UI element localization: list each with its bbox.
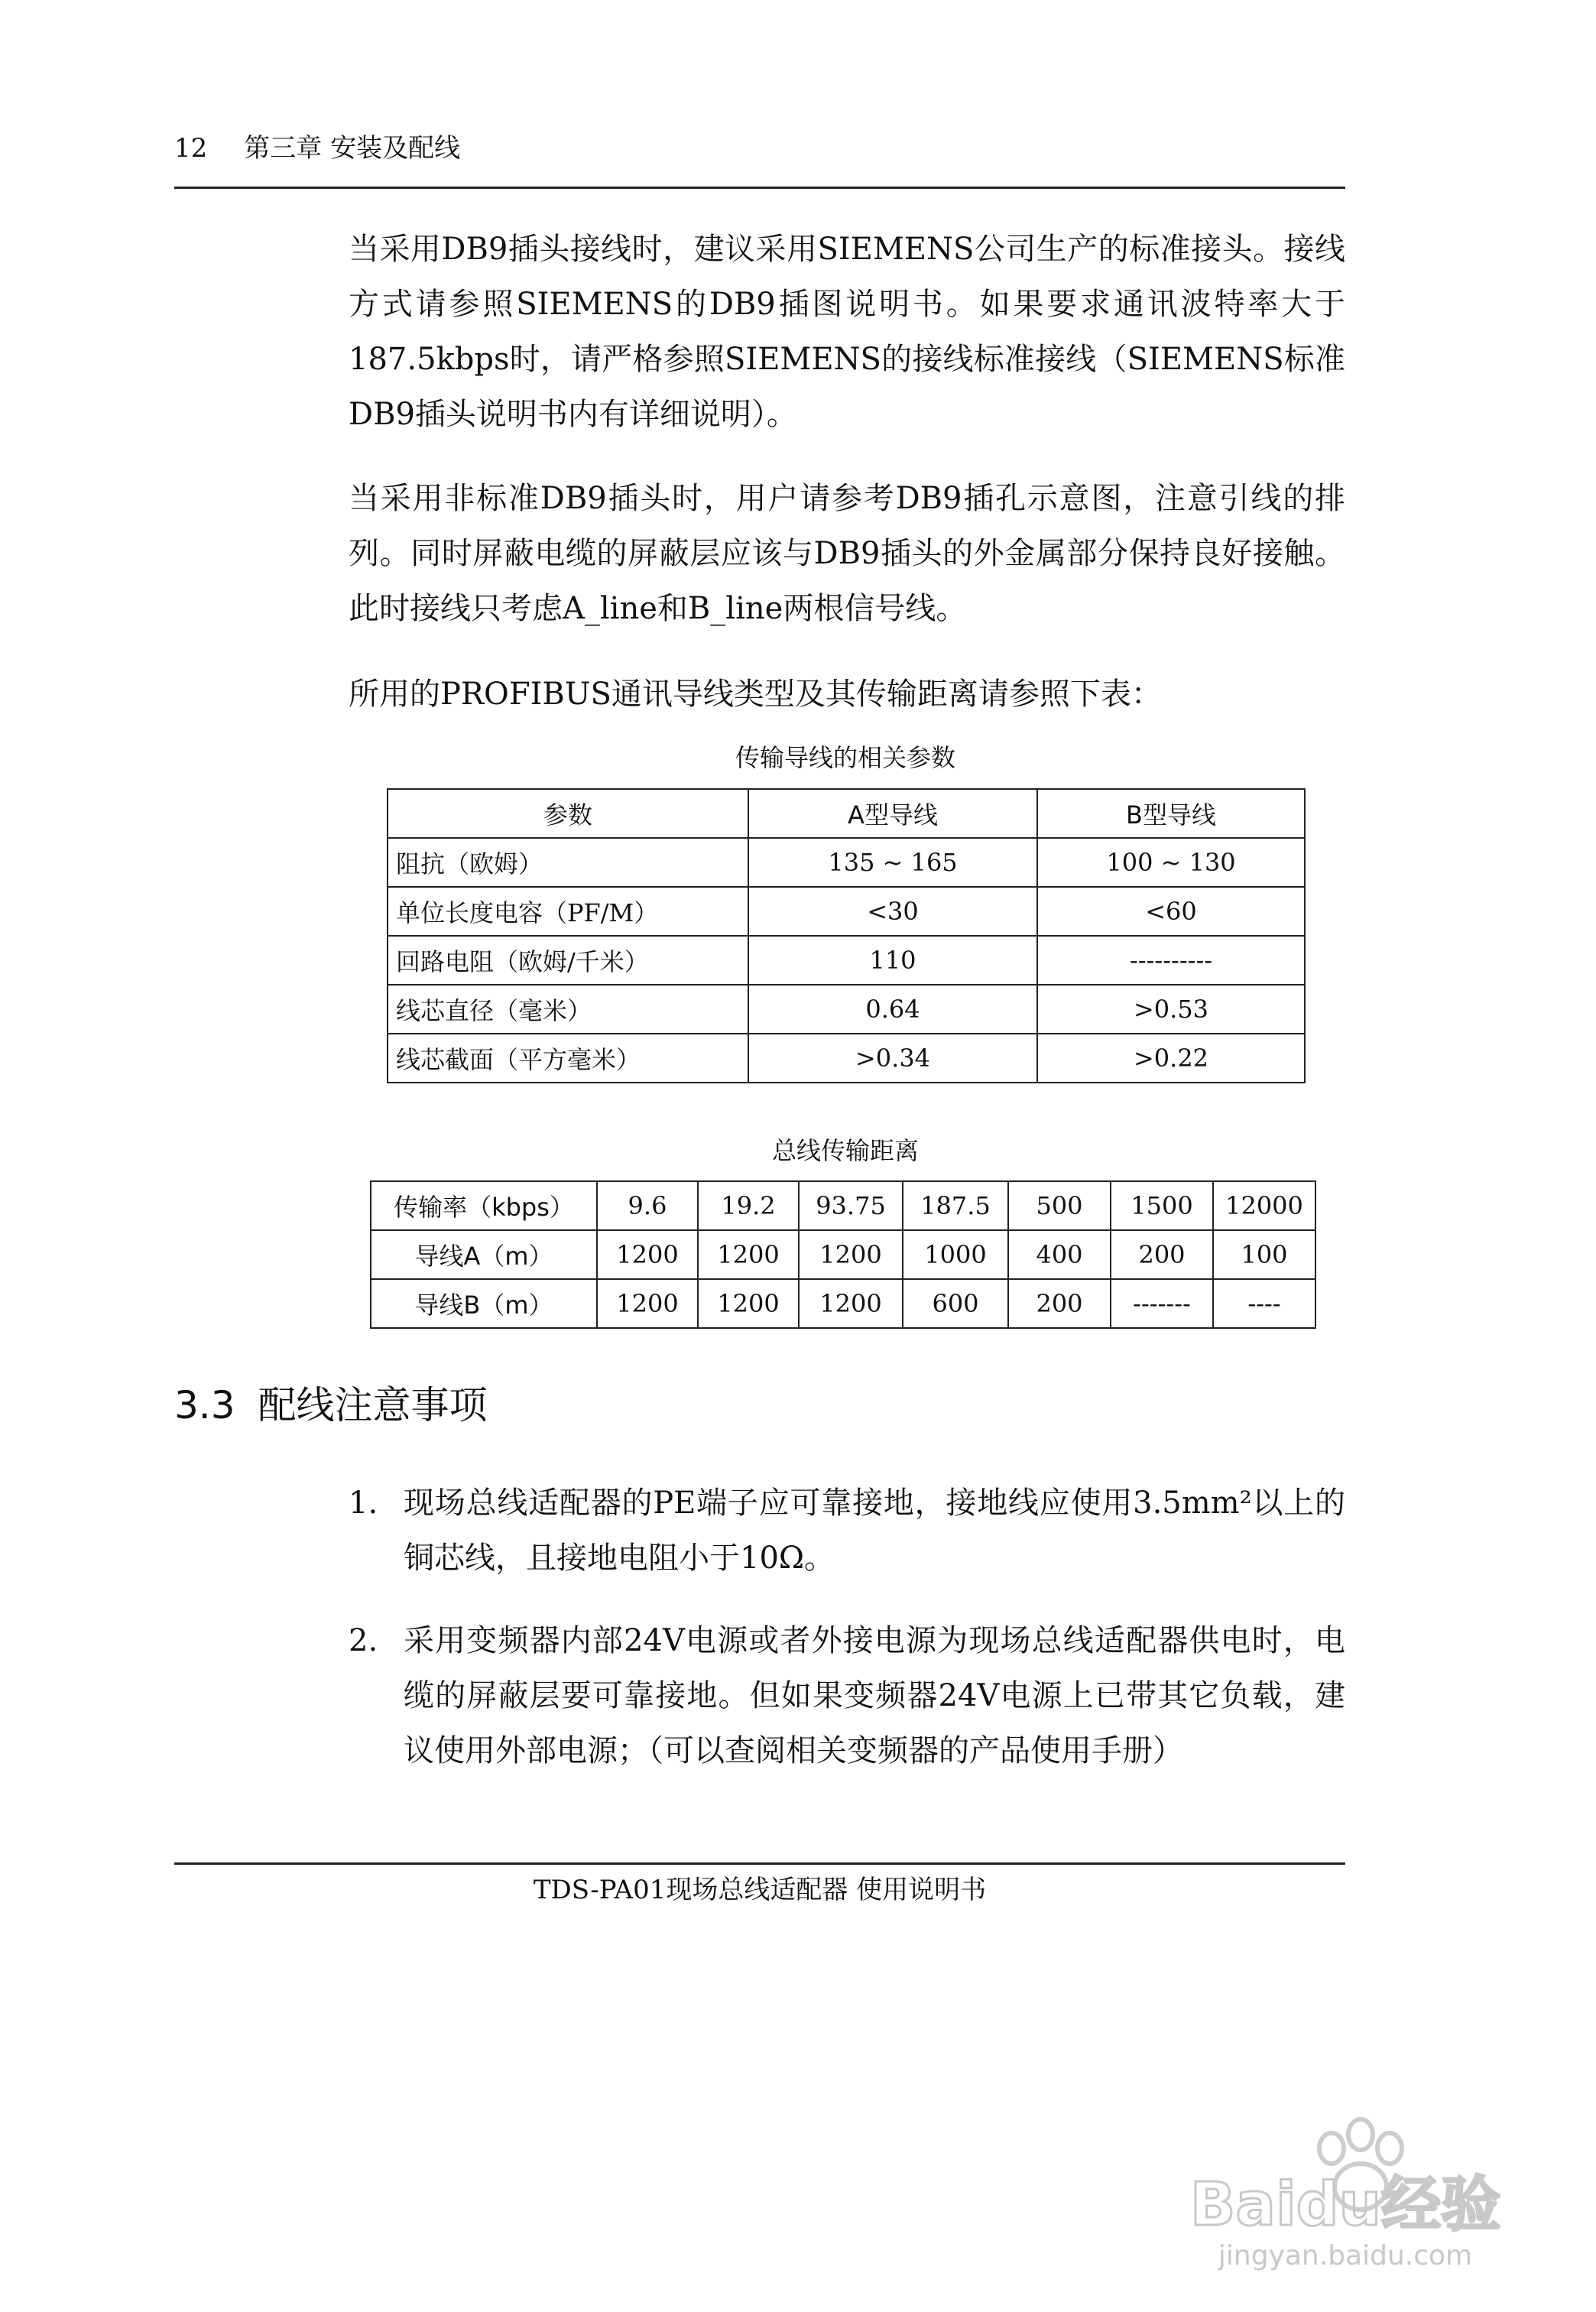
table-row — [388, 887, 1305, 936]
paragraph-table-intro: 所用的PROFIBUS通讯导线类型及其传输距离请参照下表： — [349, 677, 1162, 712]
paw-toe — [1319, 2133, 1344, 2164]
table-cell: 200 — [1111, 1230, 1213, 1279]
table-cell: 0.64 — [748, 985, 1037, 1034]
page-number: 12 — [174, 133, 208, 164]
table-cell: 100 ~ 130 — [1037, 838, 1305, 887]
table2-caption: 总线传输距离 — [771, 1136, 919, 1165]
table-cell: 1200 — [799, 1230, 903, 1279]
paw-toe — [1348, 2119, 1373, 2150]
table-cell: ---------- — [1037, 936, 1305, 985]
list-item — [349, 1613, 1345, 1778]
table-cell: 阻抗（欧姆） — [388, 838, 748, 887]
table-header-cell: B型导线 — [1037, 789, 1305, 838]
section-heading — [174, 1375, 488, 1430]
watermark-brand-text: Baidu经验 — [1189, 2171, 1501, 2239]
table-cell: 1200 — [597, 1230, 698, 1279]
table-cell: >0.22 — [1037, 1034, 1305, 1083]
table-cell: 线芯直径（毫米） — [388, 985, 748, 1034]
cable-parameters-table — [387, 788, 1306, 1083]
table-cell: 回路电阻（欧姆/千米） — [388, 936, 748, 985]
table-cell: 600 — [903, 1279, 1008, 1328]
paw-toe — [1377, 2133, 1402, 2164]
list-item-text: 采用变频器内部24V电源或者外接电源为现场总线适配器供电时，电缆的屏蔽层要可靠接地。但如果变频器24V电源上已带其它负载，建议使用外部电源；（可以查阅相关变频器的产品使用手册） — [404, 1623, 1345, 1768]
table-cell: ------- — [1111, 1279, 1213, 1328]
table-cell: 400 — [1008, 1230, 1111, 1279]
table-cell: 100 — [1213, 1230, 1315, 1279]
table-row — [371, 1230, 1315, 1279]
list-item-text: 现场总线适配器的PE端子应可靠接地，接地线应使用3.5mm²以上的铜芯线，且接地电阻小于10Ω。 — [404, 1486, 1345, 1576]
list-item-number: 1. — [349, 1486, 378, 1521]
list-item-number: 2. — [349, 1623, 378, 1658]
table-cell: 1200 — [799, 1279, 903, 1328]
table-cell: >0.34 — [748, 1034, 1037, 1083]
table-row — [388, 936, 1305, 985]
list-item — [349, 1476, 1345, 1586]
paragraph-db9-standard: 当采用DB9插头接线时，建议采用SIEMENS公司生产的标准接头。接线方式请参照SIEMENS的DB9插图说明书。如果要求通讯波特率大于187.5kbps时，请严格参照SIEMENS的接线标准接线（SIEMENS标准DB9插头说明书内有详细说明）。 — [349, 232, 1345, 432]
table-cell: 导线A（m） — [371, 1230, 597, 1279]
table-row — [388, 985, 1305, 1034]
table-cell: 单位长度电容（PF/M） — [388, 887, 748, 936]
table-header-cell: 参数 — [388, 789, 748, 838]
table-cell: 12000 — [1213, 1181, 1315, 1230]
table-cell: 200 — [1008, 1279, 1111, 1328]
table-header-cell: A型导线 — [748, 789, 1037, 838]
table-row — [371, 1279, 1315, 1328]
table-cell: 93.75 — [799, 1181, 903, 1230]
bus-distance-table — [370, 1180, 1316, 1329]
table-cell: >0.53 — [1037, 985, 1305, 1034]
table-cell: 1500 — [1111, 1181, 1213, 1230]
paragraph-db9-nonstandard: 当采用非标准DB9插头时，用户请参考DB9插孔示意图，注意引线的排列。同时屏蔽电缆的屏蔽层应该与DB9插头的外金属部分保持良好接触。此时接线只考虑A_line和B_line两根信号线。 — [349, 481, 1345, 626]
table-cell: <30 — [748, 887, 1037, 936]
table-cell: 传输率（kbps） — [371, 1181, 597, 1230]
table-cell: 线芯截面（平方毫米） — [388, 1034, 748, 1083]
table-row — [388, 1034, 1305, 1083]
table-cell: 导线B（m） — [371, 1279, 597, 1328]
table-cell: 1000 — [903, 1230, 1008, 1279]
table-cell: 110 — [748, 936, 1037, 985]
table-row — [388, 838, 1305, 887]
table-cell: 1200 — [698, 1279, 799, 1328]
page-footer: TDS-PA01现场总线适配器 使用说明书 — [533, 1875, 987, 1905]
table-cell: 1200 — [698, 1230, 799, 1279]
table1-caption: 传输导线的相关参数 — [735, 743, 955, 772]
table-cell: <60 — [1037, 887, 1305, 936]
footer-rule — [174, 1862, 1345, 1865]
baidu-watermark-logo — [1131, 2095, 1559, 2278]
section-title: 配线注意事项 — [258, 1383, 488, 1427]
table-cell: 1200 — [597, 1279, 698, 1328]
table-cell: 500 — [1008, 1181, 1111, 1230]
table-row — [371, 1181, 1315, 1230]
table-header-row — [388, 789, 1305, 838]
watermark-url-text: jingyan.baidu.com — [1218, 2240, 1473, 2271]
header-rule — [174, 187, 1345, 189]
chapter-title: 第三章 安装及配线 — [244, 133, 461, 164]
section-number: 3.3 — [174, 1383, 235, 1427]
table-cell: 187.5 — [903, 1181, 1008, 1230]
table-cell: 135 ~ 165 — [748, 838, 1037, 887]
table-cell: 9.6 — [597, 1181, 698, 1230]
table-cell: ---- — [1213, 1279, 1315, 1328]
page-header — [174, 127, 460, 164]
table-cell: 19.2 — [698, 1181, 799, 1230]
